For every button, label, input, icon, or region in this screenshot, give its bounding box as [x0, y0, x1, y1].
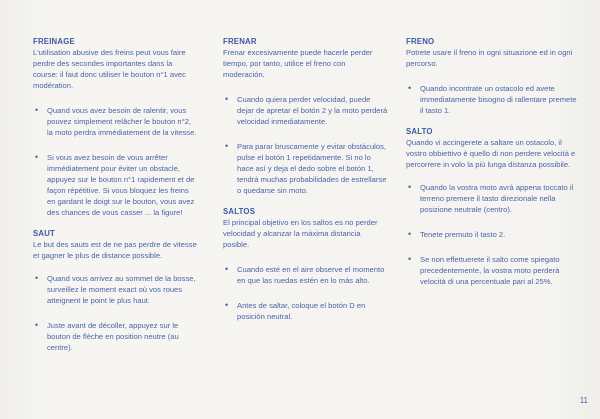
list-item: • Quand vous arrivez au sommet de la bosse, surveillez le moment exact où vos roues atteignent le point le plus haut. — [33, 273, 198, 306]
list-item: • Juste avant de décoller, appuyez sur le bouton de flèche en position neutre (au centre). — [33, 320, 198, 353]
list-item: • Quand vous avez besoin de ralentir, vous pouvez simplement relâcher le bouton n°2, la moto perdra immédiatement de la vitesse. — [33, 105, 198, 138]
list-salto — [406, 182, 578, 287]
list-saut — [33, 273, 198, 353]
paragraph-frenar: Frenar excesivamente puede hacerle perder tiempo, por tanto, utilice el freno con moderación. — [223, 48, 373, 79]
heading-salto: SALTO — [406, 127, 433, 136]
paragraph-saut: Le but des sauts est de ne pas perdre de vitesse et gagner le plus de distance possible. — [33, 240, 197, 260]
paragraph-saltos: El principal objetivo en los saltos es no perder velocidad y alcanzar la máxima distancia posible. — [223, 218, 378, 249]
heading-frenar: FRENAR — [223, 37, 257, 46]
list-freinage — [33, 105, 198, 218]
paragraph-salto: Quando vi accingerete a saltare un ostacolo, il vostro obbiettivo è quello di non perdere velocità e percorrere in volo la più lunga distanza possibile. — [406, 138, 576, 169]
list-item: • Para parar bruscamente y evitar obstáculos, pulse el botón 1 repetidamente. Si no lo hace así y deja el dedo sobre el botón 1, tendrá muchas probabilidades de estrellarse o quedarse sin moto. — [223, 141, 388, 196]
page-number: 11 — [579, 396, 588, 405]
heading-freno: FRENO — [406, 37, 435, 46]
list-item: • Si vous avez besoin de vous arrêter immédiatement pour éviter un obstacle, appuyez sur le bouton n°1 rapidement et de façon répétitive. Si vous bloquez les freins en gardant le doigt sur le bouton, vous avez des chances de vous casser ... la figure! — [33, 152, 198, 218]
heading-saltos: SALTOS — [223, 207, 256, 216]
heading-saut: SAUT — [33, 229, 56, 238]
list-item: • Antes de saltar, coloque el botón D en posición neutral. — [223, 300, 388, 322]
list-frenar — [223, 94, 388, 196]
french-column — [33, 36, 198, 353]
list-item: • Se non effettuerete il salto come spiegato precedentemente, la vostra moto perderà velocità di una percentuale pari al 25%. — [406, 254, 578, 287]
paragraph-freno: Potrete usare il freno in ogni situazione ed in ogni percorso. — [406, 48, 573, 68]
heading-freinage: FREINAGE — [33, 37, 75, 46]
list-item: • Cuando quiera perder velocidad, puede dejar de apretar el botón 2 y la moto perderá velocidad inmediatamente. — [223, 94, 388, 127]
italian-column — [406, 36, 578, 287]
list-freno — [406, 83, 578, 116]
list-saltos — [223, 264, 388, 322]
list-item: • Quando la vostra moto avrà appena toccato il terreno premere il tasto direzionale nella posizione neutrale (centro). — [406, 182, 578, 215]
paragraph-freinage: L'utilisation abusive des freins peut vous faire perdre des secondes importantes dans la course: il faut donc utiliser le bouton n°1 avec modération. — [33, 48, 186, 90]
list-item: • Quando incontrate un ostacolo ed avete immediatamente bisogno di rallentare premete il tasto 1. — [406, 83, 578, 116]
list-item: • Tenete premuto il tasto 2. — [406, 229, 578, 240]
list-item: • Cuando esté en el aire observe el momento en que las ruedas estén en lo más alto. — [223, 264, 388, 286]
spanish-column — [223, 36, 388, 322]
